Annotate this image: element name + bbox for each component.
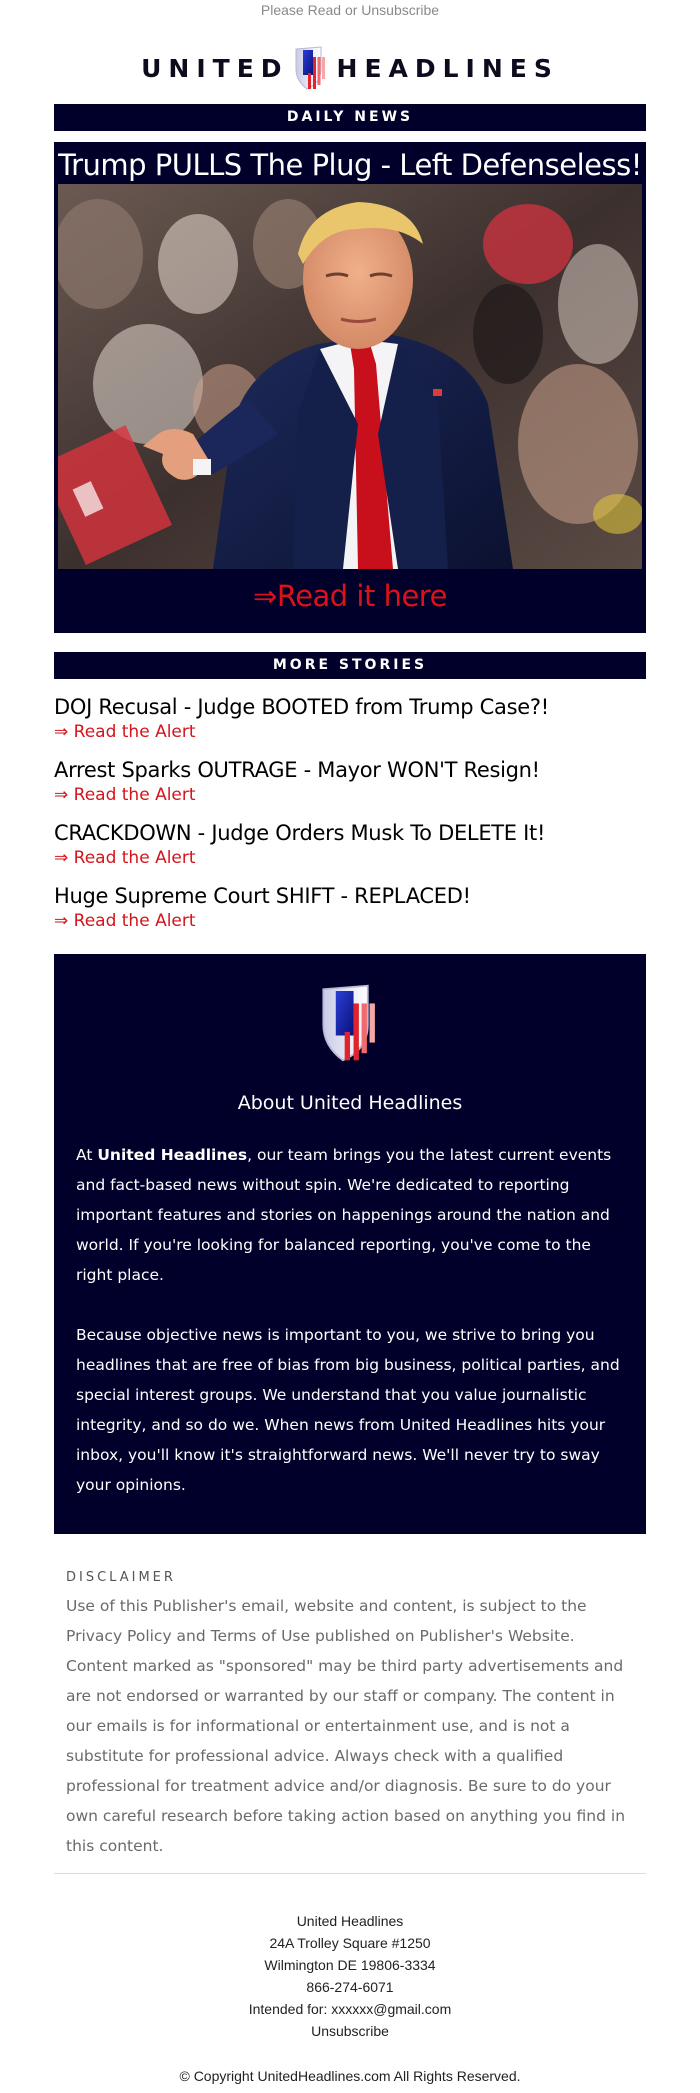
unsubscribe-link[interactable]: Unsubscribe	[311, 2023, 389, 2039]
disclaimer-body: Use of this Publisher's email, website and content, is subject to the Privacy Policy and Terms of Use published on Publisher's Website. Content marked as "sponsored" may be third party advertisements and are not endorsed or warranted by our staff or company. The content in our emails is for informational or entertainment use, and is not a substitute for professional advice. Always check with a qualified professional for treatment advice and/or diagnosis. Be sure to do your own careful research before taking action based on anything you find in this content.	[66, 1597, 626, 1855]
about-p1-text: , our team brings you the latest current events and fact-based news without spin. We're dedicated to reporting important features and stories on happenings around the nation and world. If you're looking for balanced reporting, you've come to the right place.	[76, 1146, 612, 1284]
hero-feature[interactable]	[54, 142, 646, 633]
read-alert-link[interactable]: ⇒ Read the Alert	[54, 911, 196, 931]
footer-address-line1: 24A Trolley Square #1250	[269, 1935, 431, 1951]
copyright: © Copyright UnitedHeadlines.com All Rights Reserved.	[179, 2068, 521, 2084]
about-title: About United Headlines	[237, 1092, 463, 1114]
about-paragraph-2: Because objective news is important to you, we strive to bring you headlines that are free of bias from big business, political parties, and special interest groups. We understand that you value journalistic integrity, and so do we. When news from United Headlines hits your inbox, you'll know it's straightforward news. We'll never try to sway your opinions.	[76, 1326, 620, 1494]
read-it-here-link[interactable]: ⇒Read it here	[253, 579, 447, 613]
about-paragraph-1	[76, 1140, 624, 1290]
footer-company: United Headlines	[296, 1913, 404, 1929]
about-brand-name: United Headlines	[97, 1146, 248, 1164]
read-alert-link[interactable]: ⇒ Read the Alert	[54, 848, 196, 868]
more-stories-band: MORE STORIES	[54, 652, 646, 679]
list-item[interactable]	[54, 882, 646, 932]
footer-address	[54, 1874, 646, 2042]
about-logo	[76, 982, 624, 1064]
daily-news-band: DAILY NEWS	[54, 104, 646, 131]
main-content	[54, 104, 646, 2084]
disclaimer-heading: DISCLAIMER	[66, 1570, 176, 1585]
list-item[interactable]	[54, 819, 646, 869]
footer-intended-for: Intended for: xxxxxx@gmail.com	[248, 2001, 452, 2017]
about-p1-prefix: At	[76, 1146, 98, 1164]
story-title[interactable]: Huge Supreme Court SHIFT - REPLACED!	[54, 884, 471, 908]
about-section	[54, 954, 646, 1534]
list-item[interactable]	[54, 693, 646, 743]
story-title[interactable]: DOJ Recusal - Judge BOOTED from Trump Case?!	[54, 695, 549, 719]
footer-address-line2: Wilmington DE 19806-3334	[264, 1957, 436, 1973]
logo-word-right: HEADLINES	[336, 53, 559, 83]
disclaimer-section	[54, 1534, 646, 1861]
shield-logo-icon	[293, 45, 329, 91]
preheader-link[interactable]: Please Read or Unsubscribe	[260, 2, 440, 18]
stories-list	[54, 679, 646, 932]
brand-logo[interactable]	[0, 32, 700, 104]
preheader	[0, 0, 700, 22]
logo-word-left: UNITED	[141, 53, 289, 83]
hero-title[interactable]: Trump PULLS The Plug - Left Defenseless!	[58, 148, 642, 182]
story-title[interactable]: Arrest Sparks OUTRAGE - Mayor WON'T Resign!	[54, 758, 540, 782]
read-alert-link[interactable]: ⇒ Read the Alert	[54, 785, 196, 805]
footer-phone: 866-274-6071	[306, 1979, 394, 1995]
story-title[interactable]: CRACKDOWN - Judge Orders Musk To DELETE It!	[54, 821, 546, 845]
shield-logo-icon	[318, 982, 382, 1064]
read-alert-link[interactable]: ⇒ Read the Alert	[54, 722, 196, 742]
hero-photo[interactable]	[58, 184, 642, 569]
list-item[interactable]	[54, 756, 646, 806]
